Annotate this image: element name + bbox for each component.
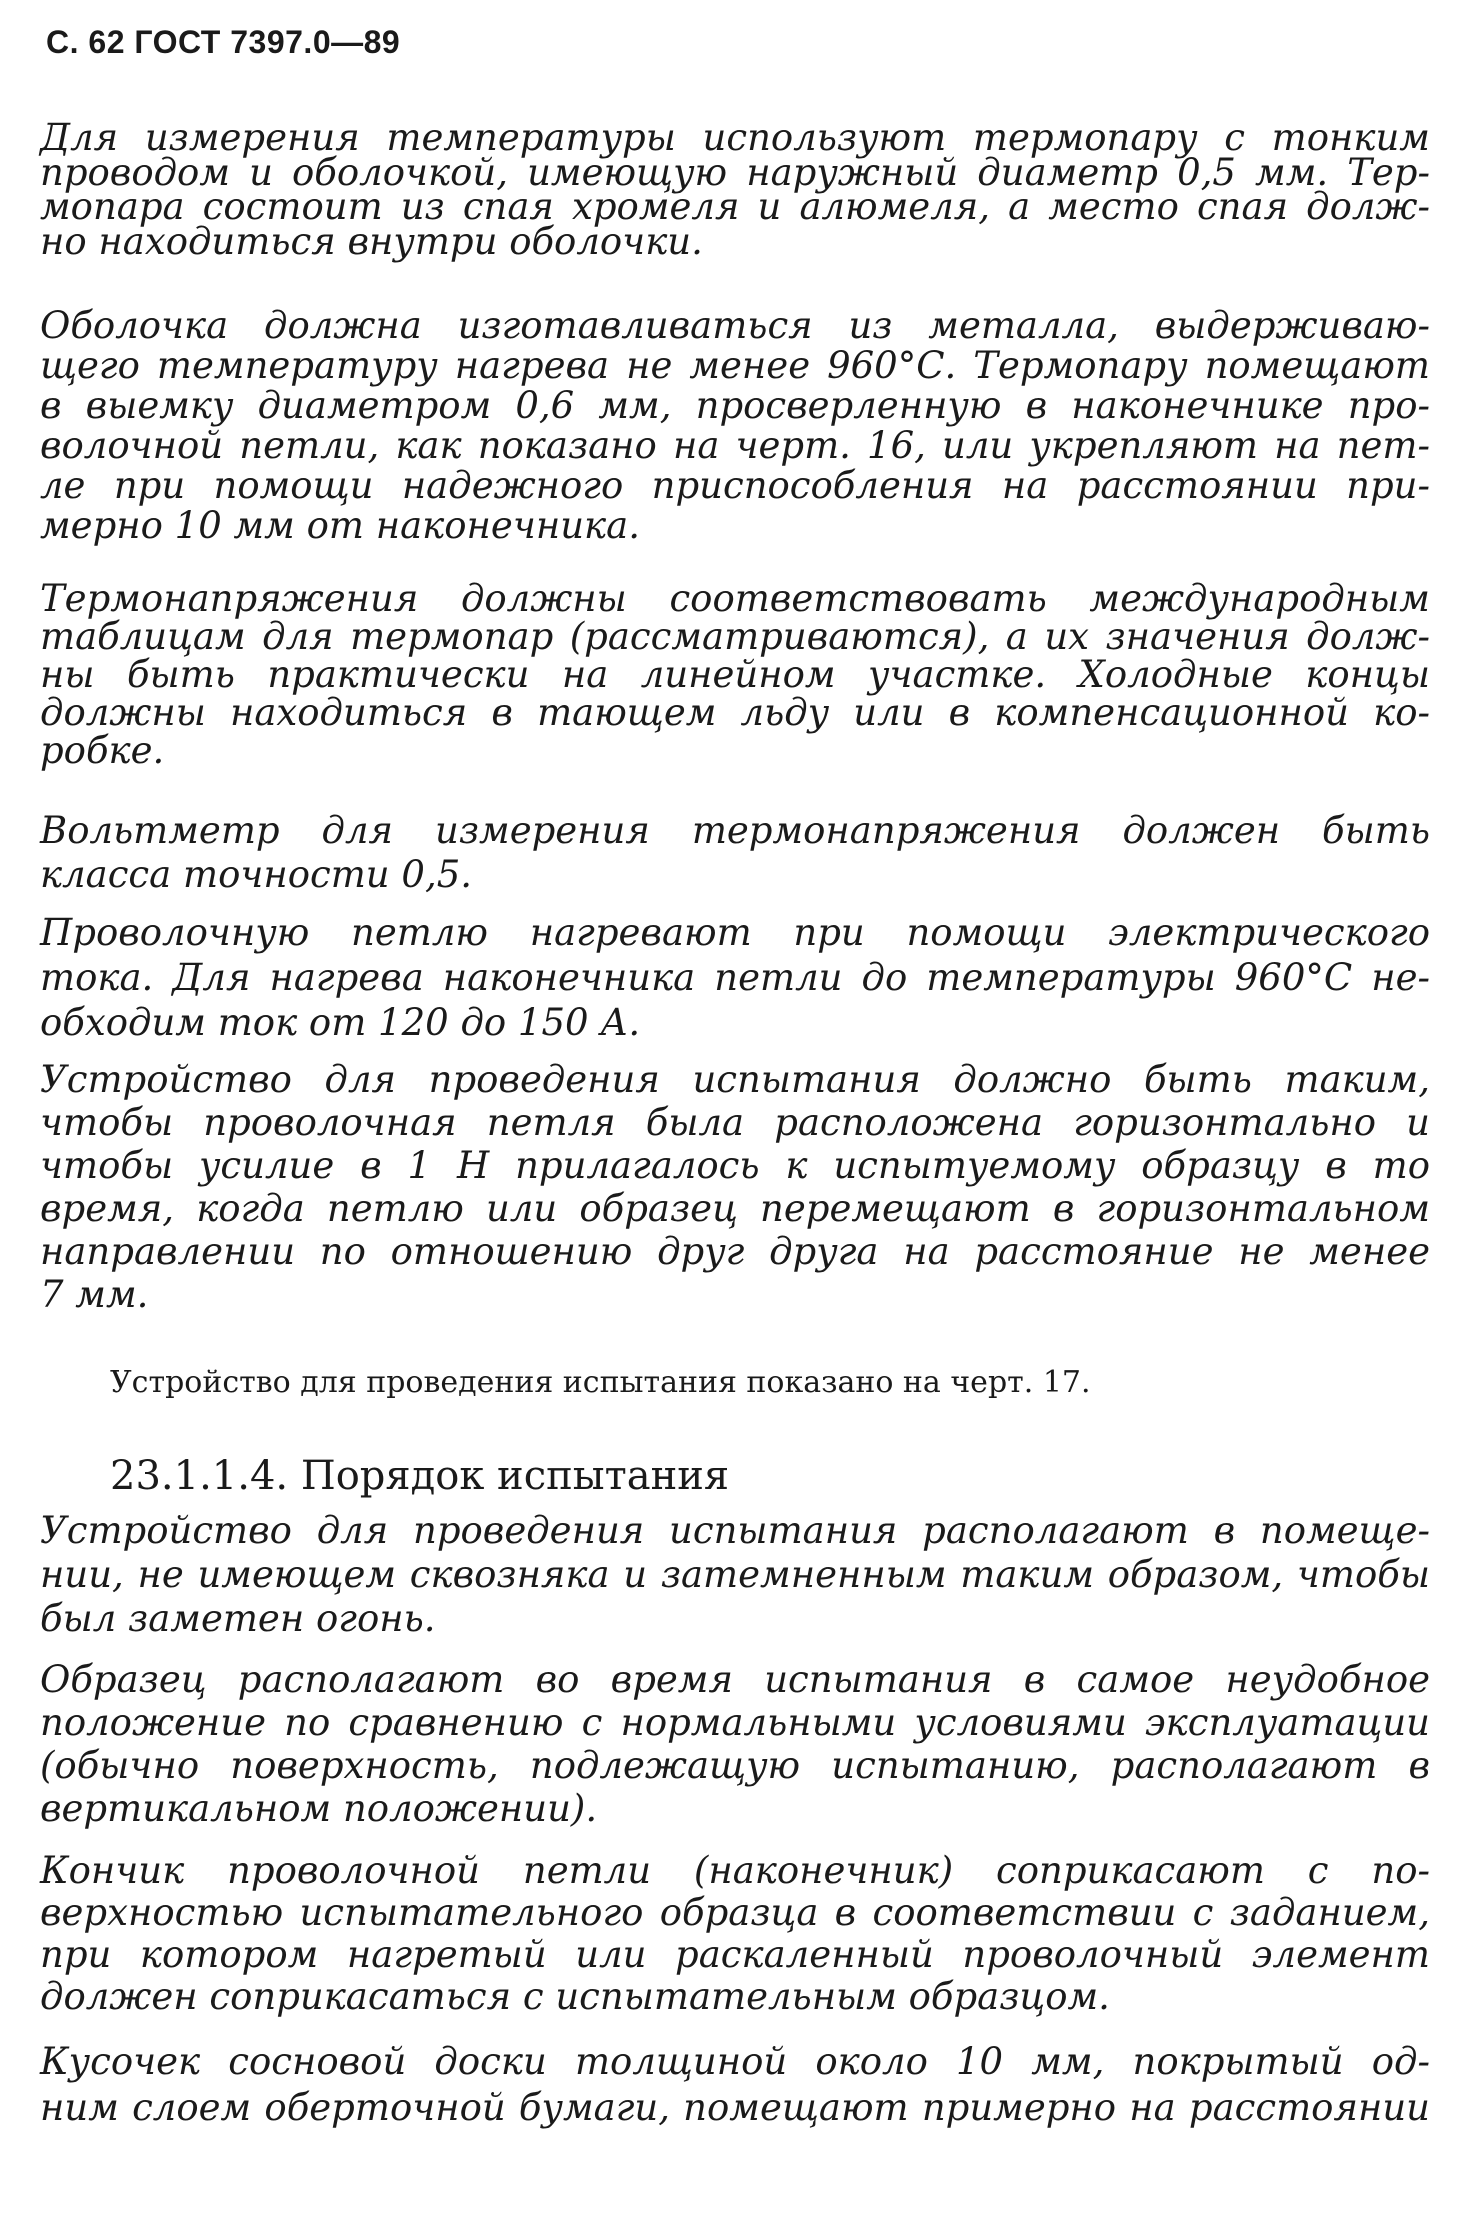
text-line: Кончик проволочной петли (наконечник) соприкасают с по- bbox=[40, 1849, 1430, 1892]
text-line: положение по сравнению с нормальными условиями эксплуатации bbox=[40, 1701, 1430, 1744]
paragraph-device-setup bbox=[40, 1058, 1430, 1316]
paragraph-heating bbox=[40, 910, 1430, 1045]
text-line: мерно 10 мм от наконечника. bbox=[40, 504, 640, 547]
text-line: (обычно поверхность, подлежащую испытанию, располагают в bbox=[40, 1744, 1430, 1787]
paragraph-pine-board bbox=[40, 2039, 1430, 2131]
text-line: ны быть практически на линейном участке. Холодные концы bbox=[40, 653, 1430, 696]
text-line: 7 мм. bbox=[40, 1273, 149, 1316]
text-line: Вольтметр для измерения термонапряжения должен быть bbox=[40, 809, 1430, 852]
text-line: был заметен огонь. bbox=[40, 1597, 436, 1640]
page-header: С. 62 ГОСТ 7397.0—89 bbox=[46, 24, 401, 60]
text-line: Термонапряжения должны соответствовать международным bbox=[40, 577, 1430, 620]
text-line: нии, не имеющем сквозняка и затемненным таким образом, чтобы bbox=[40, 1553, 1430, 1596]
paragraph-sheath bbox=[40, 306, 1430, 546]
paragraph-thermovoltage bbox=[40, 577, 1430, 772]
text-line: направлении по отношению друг друга на расстояние не менее bbox=[40, 1230, 1430, 1273]
text-line: ним слоем оберточной бумаги, помещают примерно на расстоянии bbox=[40, 2086, 1430, 2129]
paragraph-voltmeter bbox=[40, 809, 1430, 897]
text-line: мопара состоит из спая хромеля и алюмеля, а место спая долж- bbox=[40, 185, 1430, 228]
paragraph-thermocouple bbox=[40, 116, 1430, 263]
text-line: время, когда петлю или образец перемещают в горизонтальном bbox=[40, 1187, 1430, 1230]
text-line: должен соприкасаться с испытательным образцом. bbox=[40, 1975, 1110, 2018]
figure-reference-note: Устройство для проведения испытания показано на черт. 17. bbox=[110, 1365, 1091, 1400]
text-line: Устройство для проведения испытания должно быть таким, bbox=[40, 1058, 1430, 1101]
text-line: чтобы проволочная петля была расположена горизонтально и bbox=[40, 1101, 1430, 1144]
section-heading: 23.1.1.4. Порядок испытания bbox=[110, 1453, 730, 1499]
text-line: проводом и оболочкой, имеющую наружный диаметр 0,5 мм. Тер- bbox=[40, 150, 1430, 194]
text-line: в выемку диаметром 0,6 мм, просверленную в наконечнике про- bbox=[40, 384, 1430, 427]
text-line: Образец располагают во время испытания в самое неудобное bbox=[40, 1658, 1430, 1701]
text-line: верхностью испытательного образца в соответствии с заданием, bbox=[40, 1891, 1430, 1934]
paragraph-test-room bbox=[40, 1509, 1430, 1641]
text-line: робке. bbox=[40, 729, 165, 772]
text-line: Оболочка должна изготавливаться из металла, выдерживаю- bbox=[40, 304, 1430, 347]
paragraph-loop-contact bbox=[40, 1850, 1430, 2018]
text-line: Для измерения температуры используют термопару с тонким bbox=[40, 116, 1430, 159]
text-line: Кусочек сосновой доски толщиной около 10 мм, покрытый од- bbox=[40, 2040, 1430, 2083]
text-line: вертикальном положении). bbox=[40, 1787, 598, 1830]
text-line: тока. Для нагрева наконечника петли до температуры 960°С не- bbox=[40, 956, 1430, 999]
paragraph-sample-position bbox=[40, 1658, 1430, 1830]
text-line: Проволочную петлю нагревают при помощи электрического bbox=[40, 911, 1430, 954]
text-line: щего температуру нагрева не менее 960°С. Термопару помещают bbox=[40, 344, 1430, 387]
text-line: класса точности 0,5. bbox=[40, 853, 473, 896]
text-line: Устройство для проведения испытания располагают в помеще- bbox=[40, 1509, 1430, 1552]
text-line: ле при помощи надежного приспособления на расстоянии при- bbox=[40, 464, 1430, 507]
text-line: волочной петли, как показано на черт. 16, или укрепляют на пет- bbox=[40, 424, 1430, 467]
text-line: чтобы усилие в 1 Н прилагалось к испытуемому образцу в то bbox=[40, 1144, 1430, 1187]
text-line: при котором нагретый или раскаленный проволочный элемент bbox=[40, 1933, 1430, 1976]
text-line: но находиться внутри оболочки. bbox=[40, 219, 703, 263]
text-line: таблицам для термопар (рассматриваются), а их значения долж- bbox=[40, 615, 1430, 658]
text-line: обходим ток от 120 до 150 А. bbox=[40, 1001, 641, 1044]
text-line: должны находиться в тающем льду или в компенсационной ко- bbox=[40, 691, 1430, 734]
